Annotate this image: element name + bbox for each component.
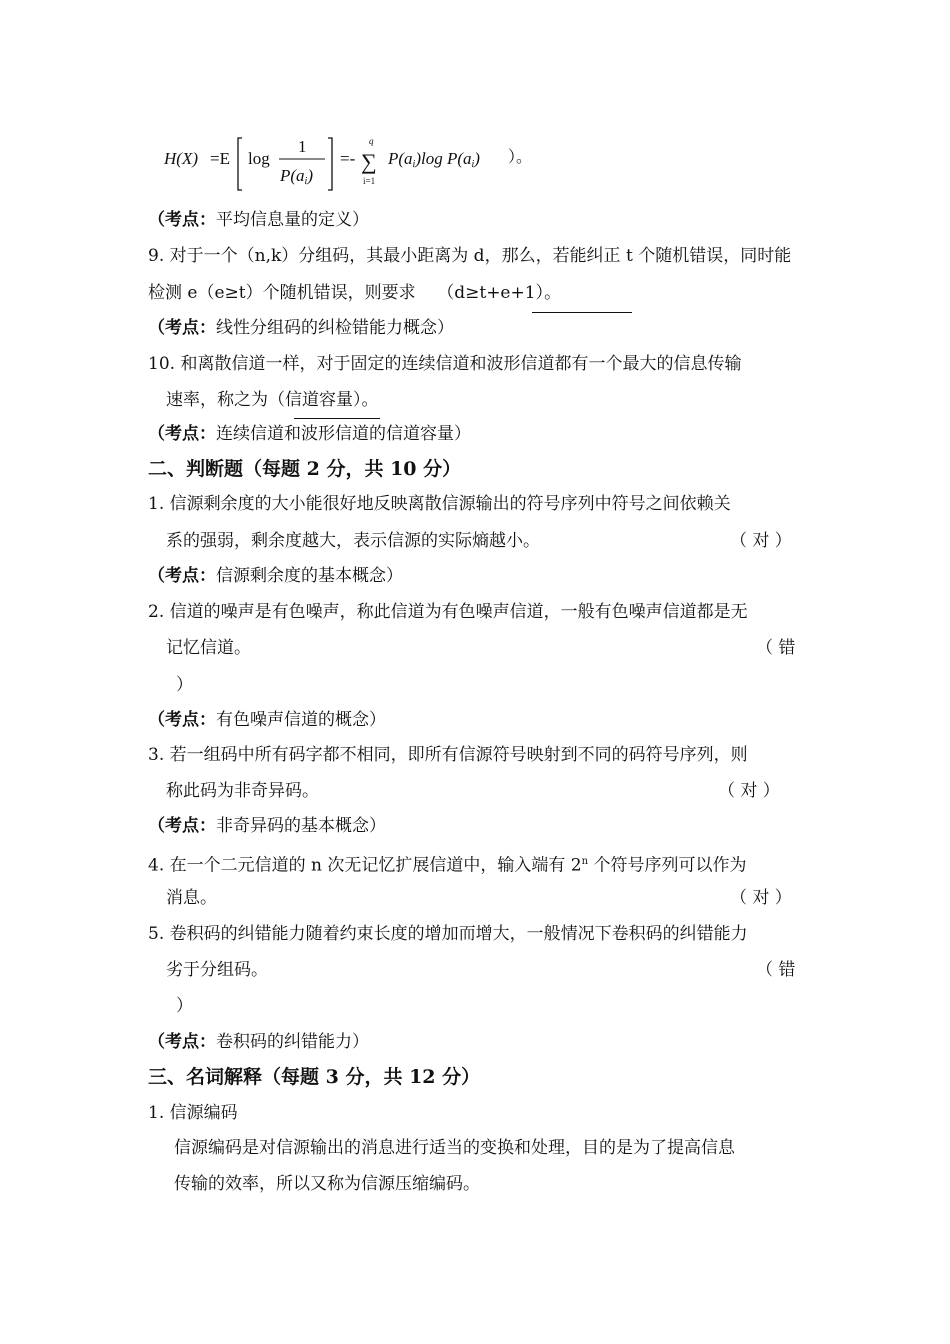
formula-eq2: =- <box>340 149 356 168</box>
j1-answer: （ 对 ） <box>730 531 792 551</box>
entropy-formula-svg <box>160 128 580 198</box>
j1-line1: 1. 信源剩余度的大小能很好地反映离散信源输出的符号序列中符号之间依赖关 <box>148 494 731 514</box>
j2-answer-close: ） <box>176 675 193 695</box>
q10-answer: （信道容量） <box>268 390 362 410</box>
n1-line1: 信源编码是对信源输出的消息进行适当的变换和处理，目的是为了提高信息 <box>174 1138 735 1158</box>
j3-line1: 3. 若一组码中所有码字都不相同，即所有信源符号映射到不同的码符号序列，则 <box>148 745 748 765</box>
j2-answer-open: （ 错 <box>756 638 796 658</box>
formula-log: log <box>248 149 270 168</box>
section2-title: 二、判断题（每题 2 分，共 10 分） <box>148 458 462 480</box>
kaodian-j2: （考点：有色噪声信道的概念） <box>148 710 386 730</box>
formula-eq: =E <box>210 149 230 168</box>
j2-line1: 2. 信道的噪声是有色噪声，称此信道为有色噪声信道，一般有色噪声信道都是无 <box>148 602 748 622</box>
kaodian-j1: （考点：信源剩余度的基本概念） <box>148 566 403 586</box>
entropy-formula <box>160 128 580 198</box>
formula-num: 1 <box>298 137 307 156</box>
kaodian-j3: （考点：非奇异码的基本概念） <box>148 816 386 836</box>
kaodian-p8: （考点：平均信息量的定义） <box>148 210 369 230</box>
q9-answer: （d≥t+e+1） <box>437 283 545 303</box>
n1-term: 1. 信源编码 <box>148 1103 238 1123</box>
formula-term: P(ai)log P(ai) <box>388 149 480 170</box>
j4-line2: 消息。 <box>166 888 217 908</box>
left-bracket <box>238 138 242 190</box>
sum-bottom: i=1 <box>363 176 376 186</box>
q10-answer-underline <box>294 418 380 419</box>
q10-line2: 速率，称之为（信道容量）。 <box>166 390 379 410</box>
kaodian-q9: （考点：线性分组码的纠检错能力概念） <box>148 318 454 338</box>
j4-line1: 4. 在一个二元信道的 n 次无记忆扩展信道中，输入端有 2$^n$ 个符号序列可以作为 <box>148 855 747 876</box>
j5-answer-close: ） <box>176 996 193 1016</box>
right-bracket <box>328 138 332 190</box>
j4-answer: （ 对 ） <box>730 888 792 908</box>
n1-line2: 传输的效率，所以又称为信源压缩编码。 <box>174 1174 480 1194</box>
formula-tail: ）。 <box>508 149 533 166</box>
j5-line1: 5. 卷积码的纠错能力随着约束长度的增加而增大，一般情况下卷积码的纠错能力 <box>148 924 748 944</box>
j1-line2: 系的强弱，剩余度越大，表示信源的实际熵越小。 <box>166 531 540 551</box>
formula-den: P(ai) <box>280 166 313 187</box>
q9-answer-underline <box>532 312 632 313</box>
kaodian-q10: （考点：连续信道和波形信道的信道容量） <box>148 424 471 444</box>
j2-line2: 记忆信道。 <box>166 638 251 658</box>
j3-answer: （ 对 ） <box>718 781 780 801</box>
sum-top: q <box>369 136 374 146</box>
sum-sign: ∑ <box>361 149 377 174</box>
kaodian-j5: （考点：卷积码的纠错能力） <box>148 1032 369 1052</box>
j5-line2: 劣于分组码。 <box>166 960 268 980</box>
q10-line1: 10. 和离散信道一样，对于固定的连续信道和波形信道都有一个最大的信息传输 <box>148 354 742 374</box>
j5-answer-open: （ 错 <box>756 960 796 980</box>
formula-lhs: H(X) <box>164 149 198 168</box>
q9-line1: 9. 对于一个（n,k）分组码，其最小距离为 d，那么，若能纠正 t 个随机错误，同时能 <box>148 246 792 266</box>
j3-line2: 称此码为非奇异码。 <box>166 781 319 801</box>
q9-line2: 检测 e（e≥t）个随机错误，则要求 （d≥t+e+1）。 <box>148 283 562 303</box>
section3-title: 三、名词解释（每题 3 分，共 12 分） <box>148 1066 481 1088</box>
